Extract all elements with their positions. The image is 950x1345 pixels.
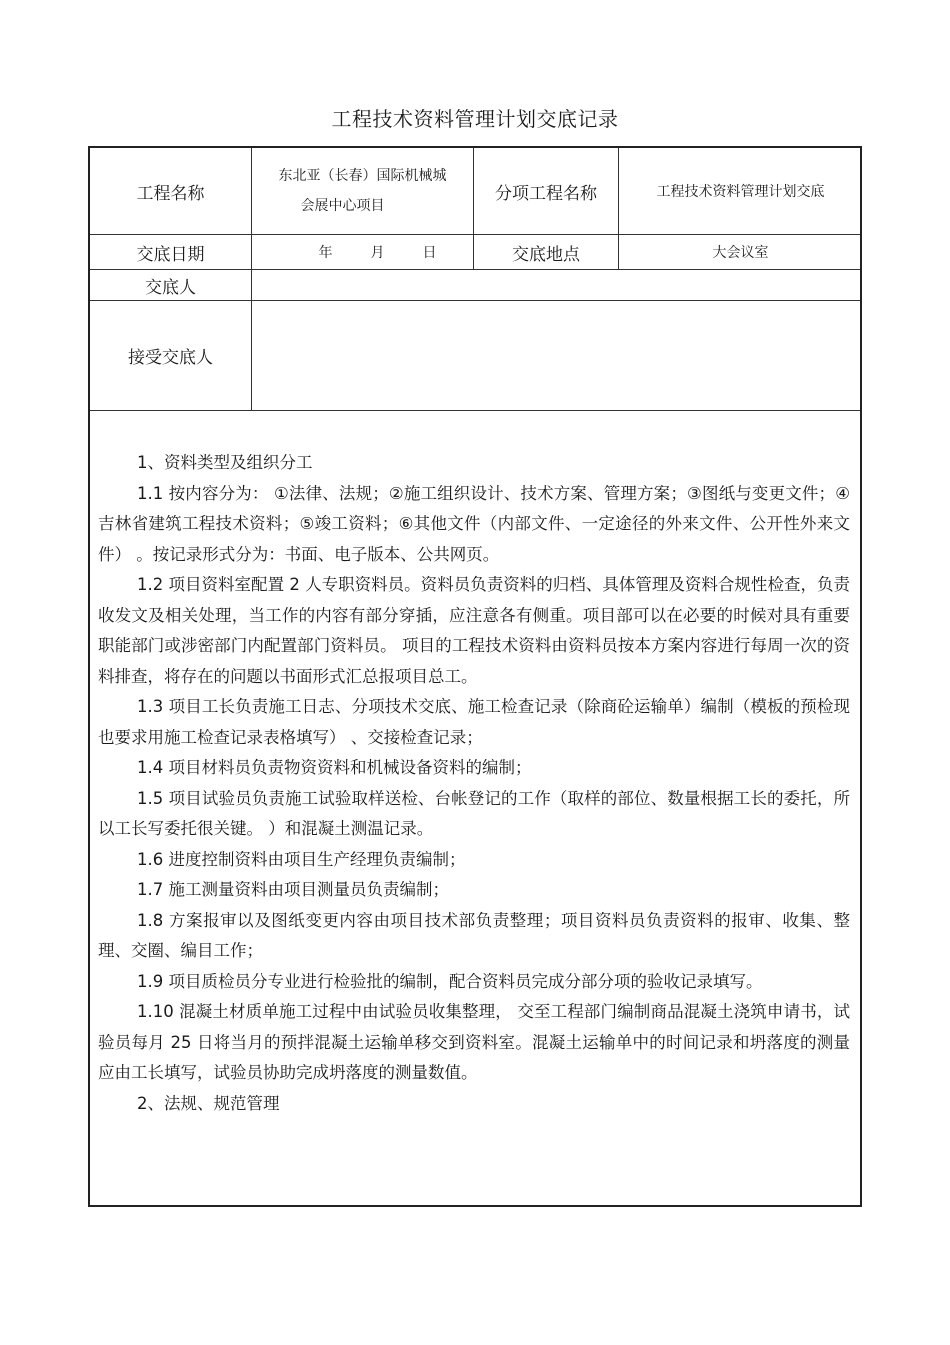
content-paragraph: 1.7 施工测量资料由项目测量员负责编制； [137, 880, 449, 899]
date-day: 日 [422, 245, 437, 261]
date-label: 交底日期 [136, 244, 205, 265]
document-title: 工程技术资料管理计划交底记录 [331, 107, 619, 131]
content-paragraph: 1.8 方案报审以及图纸变更内容由项目技术部负责整理；项目资料员负责资料的报审、收集、整理、交圈、编目工作； [98, 910, 850, 960]
presenter-value [252, 270, 862, 300]
content-paragraph: 1.9 项目质检员分专业进行检验批的编制，配合资料员完成分部分项的验收记录填写。 [137, 971, 763, 991]
sub-project-label: 分项工程名称 [495, 183, 597, 204]
content-paragraph: 1.2 项目资料室配置 2 人专职资料员。资料员负责资料的归档、具体管理及资料合规性检查，负责收发文及相关处理，当工作的内容有部分穿插，应注意各有侧重。项目部可以在必要的时候对具有重要职能部门或涉密部门内配置部门资料员。 项目的工程技术资料由资料员按本方案内容进行每周一次的资料排查，将存在的问题以书面形式汇总报项目总工。 [98, 575, 850, 686]
sub-project-value: 工程技术资料管理计划交底 [656, 184, 825, 200]
date-month: 月 [370, 245, 385, 261]
section-heading: 2、法规、规范管理 [137, 1093, 280, 1113]
project-name-label: 工程名称 [136, 183, 205, 204]
record-table [88, 146, 862, 1207]
project-name-line1: 东北亚（长春）国际机械城 [278, 168, 447, 184]
receiver-label: 接受交底人 [128, 348, 213, 368]
content-paragraph: 1.10 混凝土材质单施工过程中由试验员收集整理， 交至工程部门编制商品混凝土浇筑申请书，试验员每月 25 日将当月的预拌混凝土运输单移交到资料室。混凝土运输单中的时间记录和坍落度的测量应由工长填写，试验员协助完成坍落度的测量数值。 [98, 1002, 850, 1082]
receiver-value [252, 301, 862, 410]
date-year: 年 [318, 245, 333, 261]
location-value: 大会议室 [712, 245, 769, 261]
content-paragraph: 1.1 按内容分为： ①法律、法规；②施工组织设计、技术方案、管理方案；③图纸与变更文件；④吉林省建筑工程技术资料；⑤竣工资料；⑥其他文件（内部文件、一定途径的外来文件、公开性外来文件） 。按记录形式分为：书面、电子版本、公共网页。 [98, 483, 850, 564]
row-divider [90, 410, 860, 411]
content-paragraph: 1.3 项目工长负责施工日志、分项技术交底、施工检查记录（除商砼运输单）编制（模板的预检现也要求用施工检查记录表格填写） 、交接检查记录； [98, 697, 850, 747]
content-paragraph: 1.4 项目材料员负责物资资料和机械设备资料的编制； [137, 758, 532, 777]
project-name-value [252, 148, 473, 234]
date-value [252, 235, 473, 269]
project-name-line2: 会展中心项目 [300, 198, 385, 214]
section-heading: 1、资料类型及组织分工 [137, 453, 313, 472]
content-paragraph: 1.6 进度控制资料由项目生产经理负责编制； [137, 849, 466, 869]
presenter-label: 交底人 [145, 277, 196, 298]
content-paragraph: 1.5 项目试验员负责施工试验取样送检、台帐登记的工作（取样的部位、数量根据工长的委托，所以工长写委托很关键。 ）和混凝土测温记录。 [98, 788, 850, 838]
briefing-content [98, 448, 850, 1119]
location-label: 交底地点 [512, 244, 580, 265]
